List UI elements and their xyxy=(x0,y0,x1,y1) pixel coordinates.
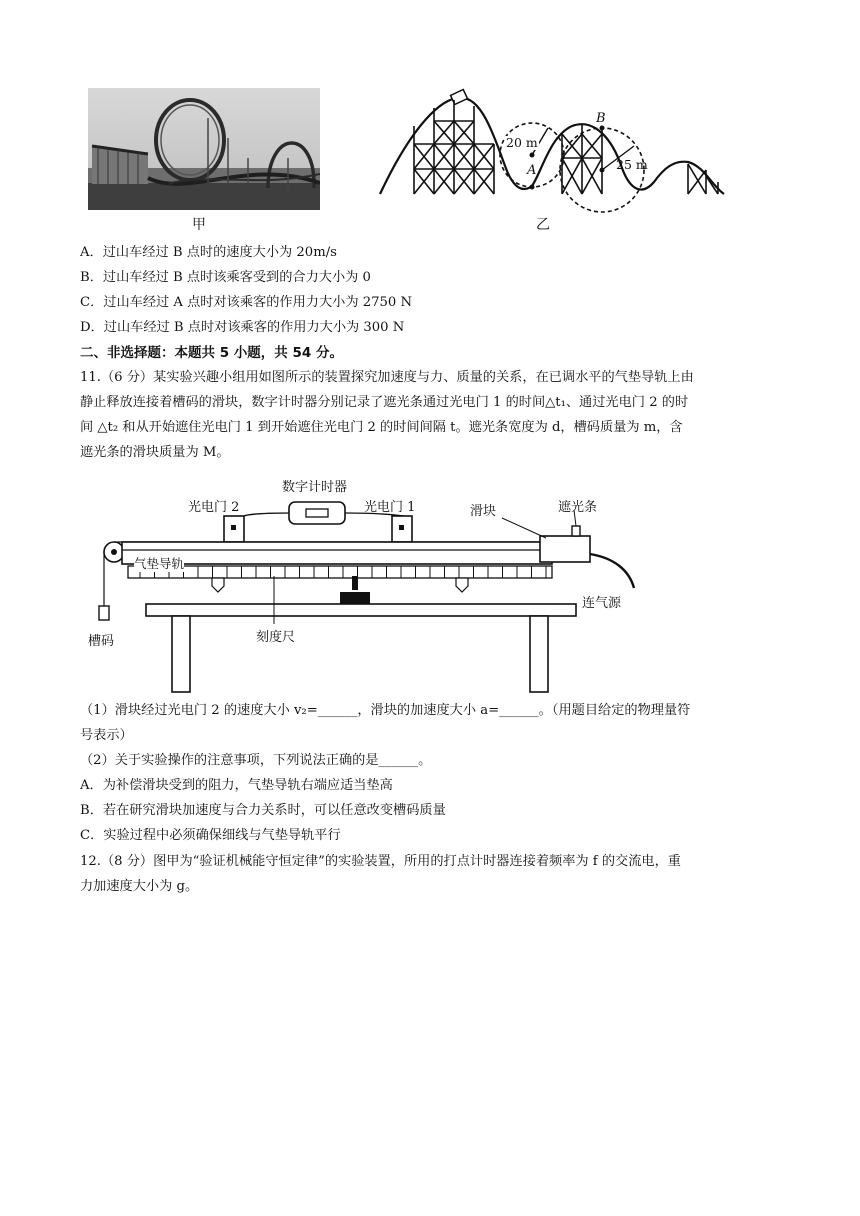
label-shade-bar: 遮光条 xyxy=(558,500,598,515)
q10-option-d: D．过山车经过 B 点时对该乘客的作用力大小为 300 N xyxy=(80,320,405,335)
label-ruler: 刻度尺 xyxy=(256,630,296,645)
figure-jia-caption: 甲 xyxy=(192,217,206,233)
label-air-track: 气垫导轨 xyxy=(134,556,185,571)
q11-text-line4: 遮光条的滑块质量为 M。 xyxy=(80,445,230,460)
label-slider: 滑块 xyxy=(470,504,497,519)
label-gate-1: 光电门 1 xyxy=(364,500,416,515)
q11-option-c: C．实验过程中必须确保细线与气垫导轨平行 xyxy=(80,828,341,843)
q11-text-line1: 11.（6 分）某实验兴趣小组用如图所示的装置探究加速度与力、质量的关系，在已调水平的气垫导轨上由 xyxy=(80,370,694,385)
label-digital-timer: 数字计时器 xyxy=(282,480,348,495)
figure-jia-photo xyxy=(88,88,320,210)
q11-option-b: B．若在研究滑块加速度与合力关系时，可以任意改变槽码质量 xyxy=(80,803,446,818)
label-20m: 20 m xyxy=(506,135,538,150)
label-point-a: A xyxy=(527,163,537,178)
q11-option-a: A．为补偿滑块受到的阻力，气垫导轨右端应适当垫高 xyxy=(80,778,393,793)
q11-text-line3: 间 △t₂ 和从开始遮住光电门 1 到开始遮住光电门 2 的时间间隔 t。遮光条宽度为 d，槽码质量为 m，含 xyxy=(80,420,683,435)
q11-text-line2: 静止释放连接着槽码的滑块，数字计时器分别记录了遮光条通过光电门 1 的时间△t₁、通过光电门 2 的时 xyxy=(80,395,689,410)
air-track-diagram xyxy=(84,470,644,694)
q11-sub2: （2）关于实验操作的注意事项，下列说法正确的是______。 xyxy=(80,753,432,768)
label-25m: 25 m xyxy=(616,157,648,172)
q12-text-line2: 力加速度大小为 g。 xyxy=(80,879,199,894)
label-weight: 槽码 xyxy=(88,634,115,649)
figure-yi-diagram xyxy=(372,86,734,218)
q11-sub1-line1: （1）滑块经过光电门 2 的速度大小 v₂=______，滑块的加速度大小 a=______。（用题目给定的物理量符 xyxy=(80,703,691,718)
q10-option-c: C．过山车经过 A 点时对该乘客的作用力大小为 2750 N xyxy=(80,295,413,310)
figure-yi-caption: 乙 xyxy=(536,217,550,233)
q12-text-line1: 12.（8 分）图甲为“验证机械能守恒定律”的实验装置，所用的打点计时器连接着频率为 f 的交流电，重 xyxy=(80,854,681,869)
label-air-source: 连气源 xyxy=(582,596,622,611)
q10-option-a: A．过山车经过 B 点时的速度大小为 20m/s xyxy=(80,245,337,260)
label-point-b: B xyxy=(596,111,606,126)
q10-option-b: B．过山车经过 B 点时该乘客受到的合力大小为 0 xyxy=(80,270,371,285)
section-2-heading: 二、非选择题：本题共 5 小题，共 54 分。 xyxy=(80,345,343,361)
q11-sub1-line2: 号表示） xyxy=(80,728,133,743)
label-gate-2: 光电门 2 xyxy=(188,500,240,515)
